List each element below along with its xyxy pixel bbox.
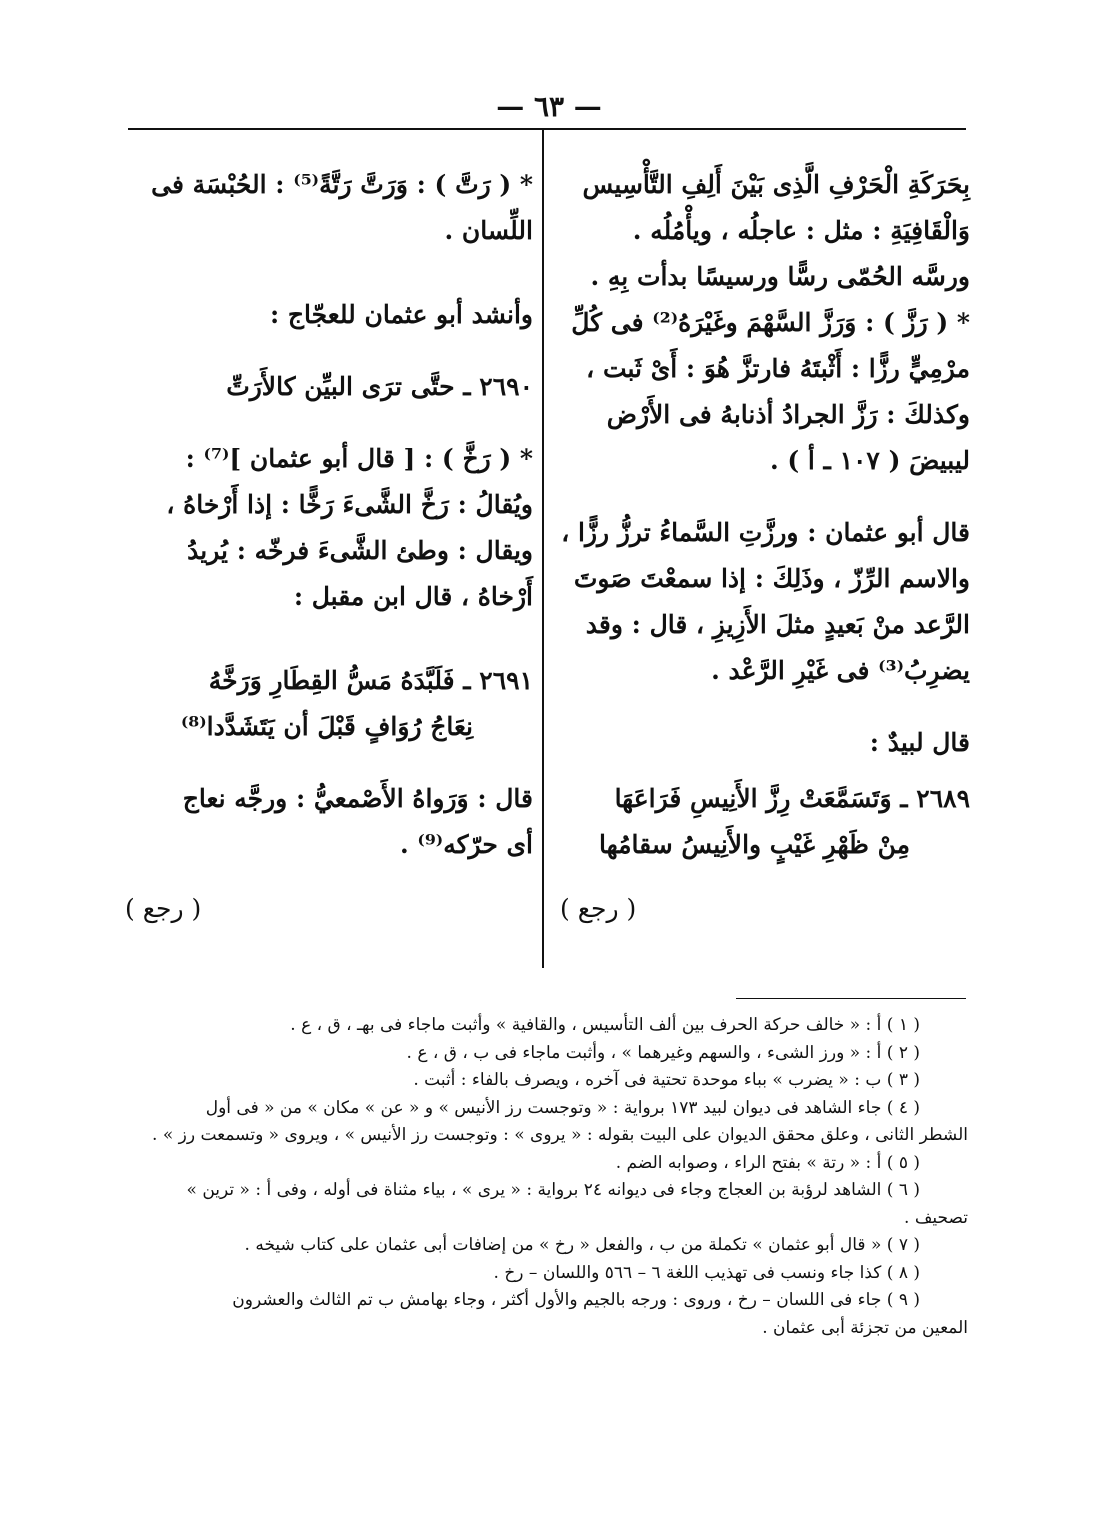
- verse-line: نِعَاجُ رُوَافٍ قَبْلَ أن يَتَشَدَّدا⁽⁸⁾: [180, 712, 473, 741]
- text-line: ويقال : وطئ الشَّىءَ فرخّه : يُريدُ: [187, 536, 533, 565]
- footnote-4: ( ٤ ) جاء الشاهد فى ديوان لبيد ١٧٣ برواية : « وتوجست رز الأنيس » و « عن » مكان » من « فى أول: [205, 1097, 920, 1118]
- verse-line: ٢٦٩٠ ـ حتَّى ترَى البيِّن كالأَرَتِّ: [226, 372, 533, 401]
- column-divider: [542, 130, 544, 968]
- text-line: قال : وَرَواهُ الأَصْمعيُّ : ورجَّه نعاج: [182, 784, 533, 813]
- text-line: وَالْقَافِيَةِ : مثل : عاجلُه ، ويأْمُلُه .: [632, 216, 970, 245]
- entry-heading: * ( رَتَّ ) : وَرَتَّ رَتَّةً⁽⁵⁾ : الحُبْسَة فى: [151, 170, 533, 199]
- footnote-9: ( ٩ ) جاء فى اللسان – رخ ، وروى : ورجه بالجيم والأول أكثر ، وجاء بهامش ب تم الثالث والعشرون: [232, 1290, 920, 1310]
- page-number: — ٦٣ —: [496, 90, 602, 123]
- text-line: أى حرّكه⁽⁹⁾ .: [399, 830, 533, 859]
- footnote-2: ( ٢ ) أ : « ورز الشىء ، والسهم وغيرهما » ، وأثبت ماجاء فى ب ، ق ، ع .: [406, 1042, 920, 1063]
- text-line: وأنشد أبو عثمان للعجّاج :: [269, 300, 533, 329]
- text-line: وكذلكَ : رَزَّ الجرادُ أذنابهُ فى الأَرْض: [606, 400, 970, 429]
- text-line: الرَّعد منْ بَعيدٍ مثلَ الأَزِيزِ ، قال : وقد: [585, 610, 970, 639]
- return-mark: ( رجع ): [560, 894, 637, 923]
- footnote-6: ( ٦ ) الشاهد لرؤبة بن العجاج وجاء فى ديوانه ٢٤ برواية : « يرى » ، بياء مثناة فى أوله ، وفى أ : « ترين »: [186, 1180, 920, 1200]
- entry-heading: * ( رَزَّ ) : وَرَزَّ السَّهْمَ وغَيْرَهُ⁽²⁾ فى كُلِّ: [571, 308, 970, 337]
- header-rule: [128, 128, 966, 130]
- text-line: قال أبو عثمان : ورزَّتِ السَّماءُ ترزُّ رزًّا ،: [561, 518, 970, 547]
- entry-heading: * ( رَخَّ ) : [ قال أبو عثمان ]⁽⁷⁾ :: [185, 444, 533, 473]
- left-column: [125, 162, 533, 932]
- footnote-1: ( ١ ) أ : « خالف حركة الحرف بين ألف التأسيس ، والقافية » وأثبت ماجاء فى بهـ ، ق ، ع .: [290, 1015, 920, 1035]
- footnote-7: ( ٧ ) « قال أبو عثمان » تكملة من ب ، والفعل « رخ » من إضافات أبى عثمان على كتاب شيخه .: [244, 1235, 920, 1255]
- return-mark: ( رجع ): [125, 894, 202, 923]
- text-line: بِحَرَكَةِ الْحَرْفِ الَّذِى بَيْنَ أَلِفِ التَّأْسِيس: [582, 170, 970, 199]
- text-line: ويُقالُ : رَخَّ الشَّىءَ رَخًّا : إذا أَرْخاهُ ،: [166, 490, 533, 519]
- footnote-5: ( ٥ ) أ : « رتة » بفتح الراء ، وصوابه الضم .: [615, 1152, 920, 1173]
- text-line: ورسَّه الحُمّى رسًّا ورسيسًا بدأت بِهِ .: [590, 262, 970, 291]
- footnotes: [100, 1012, 968, 1342]
- footnote-rule: [736, 998, 966, 999]
- footnote-6-continued: تصحيف .: [904, 1207, 968, 1228]
- footnote-4-continued: الشطر الثانى ، وعلق محقق الديوان على البيت بقوله : « يروى » : وتوجست رز الأنيس » ، ويروى « وتسمعت رز » .: [152, 1125, 968, 1145]
- text-line: ليبيضَ ( ١٠٧ ـ أ ) .: [769, 446, 970, 475]
- text-line: اللِّسان .: [444, 216, 533, 245]
- text-line: قال لبيدٌ :: [869, 728, 970, 757]
- verse-line: ٢٦٨٩ ـ وَتَسَمَّعَتْ رِزَّ الأَنِيسِ فَرَاعَهَا: [614, 784, 970, 813]
- verse-line: ٢٦٩١ ـ فَلَبَّدَهُ مَسُّ القِطَارِ وَرَخَّهُ: [208, 666, 533, 695]
- text-line: أَرْخاهُ ، قال ابن مقبل :: [293, 582, 533, 611]
- text-line: يضرِبُ⁽³⁾ فى غَيْرِ الرَّعْد .: [711, 656, 970, 685]
- footnote-9-continued: المعين من تجزئة أبى عثمان .: [762, 1317, 968, 1338]
- text-line: والاسم الرِّزّ ، وذَلِكَ : إذا سمعْتَ صَوتَ: [573, 564, 970, 593]
- verse-line: مِنْ ظَهْرِ غَيْبٍ والأَنِيسُ سقامُها: [598, 830, 910, 859]
- text-line: مرْمِيٍّ رزًّا : أَثْبتَهُ فارتزَّ هُوَ : أَىْ ثَبت ،: [586, 354, 970, 383]
- right-column: [560, 162, 970, 932]
- footnote-8: ( ٨ ) كذا جاء ونسب فى تهذيب اللغة ٦ – ٥٦٦ واللسان – رخ .: [493, 1262, 920, 1283]
- footnote-3: ( ٣ ) ب : « يضرب » بباء موحدة تحتية فى آخره ، ويصرف بالفاء : أثبت .: [413, 1070, 920, 1090]
